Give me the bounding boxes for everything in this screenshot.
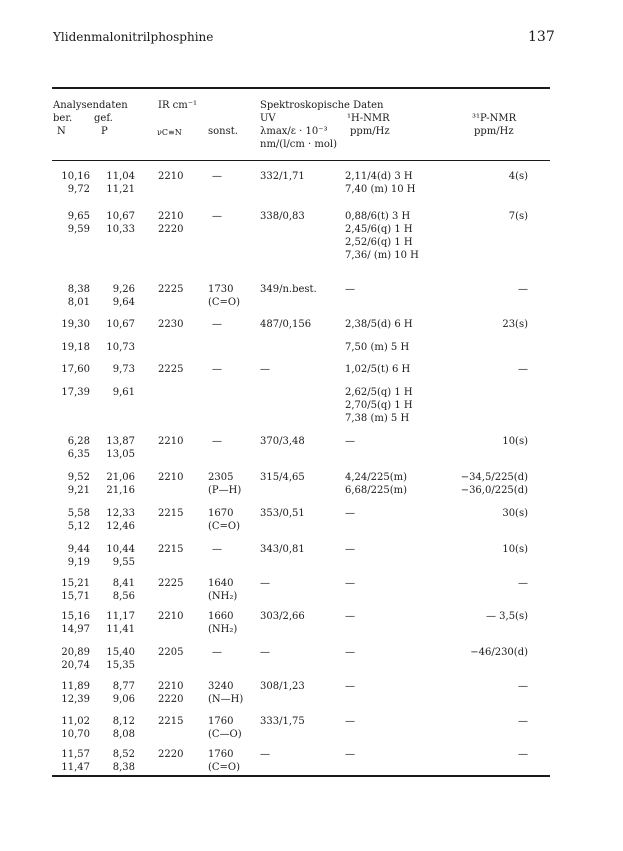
cell-p-nmr-line: — — [518, 284, 528, 295]
cell-p-found-line: 8,08 — [112, 729, 135, 740]
cell-ir-other — [212, 543, 252, 556]
cell-ir-other-line: 1640 — [208, 578, 234, 589]
cell-h-nmr — [345, 210, 445, 262]
cell-ir-other — [212, 170, 252, 183]
cell-n-calc-line: 11,02 — [61, 716, 90, 727]
cell-p-found — [95, 543, 135, 569]
cell-ir-other — [208, 715, 248, 741]
cell-h-nmr-line: — — [345, 508, 355, 519]
cell-p-nmr-line: — — [518, 578, 528, 589]
cell-p-found — [95, 363, 135, 376]
cell-uv — [260, 715, 340, 728]
cell-p-nmr-line: −36,0/225(d) — [460, 485, 528, 496]
cell-uv-line: 315/4,65 — [260, 472, 305, 483]
cell-ir-other-line: (NH₂) — [208, 624, 238, 635]
cell-n-calc — [50, 748, 90, 774]
cell-p-found-line: 8,12 — [112, 716, 135, 727]
cell-p-nmr-line: 30(s) — [502, 508, 528, 519]
cell-h-nmr — [345, 748, 445, 761]
cell-n-calc-line: 20,89 — [61, 647, 90, 658]
cell-h-nmr — [345, 318, 445, 331]
header-uv-unit-2: nm/(l/cm · mol) — [260, 139, 337, 150]
cell-p-found-line: 15,40 — [106, 647, 135, 658]
cell-ir-other — [212, 318, 252, 331]
cell-h-nmr — [345, 386, 445, 425]
cell-ir-other — [208, 283, 248, 309]
cell-ir-cn — [158, 543, 188, 556]
cell-uv — [260, 748, 340, 761]
header-p: P — [101, 126, 108, 137]
cell-uv — [260, 363, 340, 376]
cell-p-found — [95, 610, 135, 636]
cell-n-calc — [50, 363, 90, 376]
cell-ir-other-line: 1730 — [208, 284, 234, 295]
cell-ir-other-line: (C—O) — [208, 729, 242, 740]
cell-h-nmr-line: — — [345, 681, 355, 692]
cell-h-nmr-line: 1,02/5(t) 6 H — [345, 364, 411, 375]
cell-p-found — [95, 210, 135, 236]
cell-p-nmr-line: 7(s) — [508, 211, 528, 222]
header-p-nmr: ³¹P-NMR — [472, 113, 517, 124]
cell-uv-line: 353/0,51 — [260, 508, 305, 519]
cell-h-nmr-line: — — [345, 749, 355, 760]
cell-h-nmr — [345, 435, 445, 448]
cell-ir-other-line: (C=O) — [208, 762, 241, 773]
cell-ir-cn-line: 2210 — [158, 436, 184, 447]
cell-p-found-line: 9,06 — [112, 694, 135, 705]
cell-h-nmr-line: 7,50 (m) 5 H — [345, 342, 410, 353]
cell-ir-cn-line: 2210 — [158, 472, 184, 483]
cell-n-calc — [50, 283, 90, 309]
cell-ir-cn — [158, 283, 188, 296]
cell-p-nmr — [446, 471, 528, 497]
page-number: 137 — [528, 29, 555, 45]
cell-n-calc-line: 9,52 — [67, 472, 90, 483]
cell-p-found — [95, 341, 135, 354]
cell-ir-other-line: (P—H) — [208, 485, 242, 496]
cell-ir-cn-line: 2220 — [158, 694, 184, 705]
cell-ir-other-line: — — [212, 364, 222, 375]
cell-p-found-line: 12,46 — [106, 521, 135, 532]
cell-n-calc-line: 14,97 — [61, 624, 90, 635]
cell-ir-cn — [158, 610, 188, 623]
cell-ir-other-line: — — [212, 647, 222, 658]
cell-p-found-line: 13,87 — [106, 436, 135, 447]
cell-ir-cn-line: 2225 — [158, 364, 184, 375]
cell-n-calc-line: 15,71 — [61, 591, 90, 602]
cell-n-calc-line: 5,58 — [67, 508, 90, 519]
cell-uv-line: 487/0,156 — [260, 319, 312, 330]
cell-p-nmr — [446, 680, 528, 693]
cell-h-nmr-line: 7,40 (m) 10 H — [345, 184, 416, 195]
cell-p-found — [95, 646, 135, 672]
cell-h-nmr-line: 4,24/225(m) — [345, 472, 408, 483]
cell-ir-cn-line: 2220 — [158, 224, 184, 235]
cell-uv-line: 338/0,83 — [260, 211, 305, 222]
cell-ir-other — [208, 748, 248, 774]
cell-p-found-line: 11,41 — [106, 624, 135, 635]
cell-ir-other-line: — — [212, 171, 222, 182]
cell-p-nmr — [446, 715, 528, 728]
table-bottom-rule — [52, 775, 550, 777]
cell-p-found-line: 8,52 — [112, 749, 135, 760]
cell-h-nmr — [345, 341, 445, 354]
cell-ir-other-line: 2305 — [208, 472, 234, 483]
cell-p-nmr-line: −46/230(d) — [470, 647, 528, 658]
header-uv-unit: λmax/ε · 10⁻³ — [260, 126, 328, 137]
cell-p-nmr — [446, 210, 528, 223]
header-h-nmr: ¹H-NMR — [347, 113, 390, 124]
cell-uv — [260, 610, 340, 623]
cell-uv-line: — — [260, 578, 270, 589]
cell-p-found — [95, 318, 135, 331]
cell-uv — [260, 318, 340, 331]
cell-ir-other — [208, 471, 248, 497]
cell-n-calc-line: 20,74 — [61, 660, 90, 671]
cell-p-found — [95, 170, 135, 196]
cell-uv — [260, 680, 340, 693]
cell-uv — [260, 283, 340, 296]
cell-p-found-line: 9,73 — [112, 364, 135, 375]
cell-p-found-line: 10,67 — [106, 319, 135, 330]
header-n: N — [57, 126, 66, 137]
cell-h-nmr — [345, 715, 445, 728]
cell-h-nmr-line: — — [345, 544, 355, 555]
cell-p-nmr — [446, 543, 528, 556]
cell-ir-other — [208, 610, 248, 636]
cell-uv — [260, 471, 340, 484]
cell-ir-other-line: — — [212, 319, 222, 330]
cell-ir-cn — [158, 577, 188, 590]
cell-n-calc-line: 12,39 — [61, 694, 90, 705]
cell-uv — [260, 210, 340, 223]
cell-p-found-line: 10,44 — [106, 544, 135, 555]
cell-h-nmr-line: 2,62/5(q) 1 H — [345, 387, 413, 398]
cell-ir-cn-line: 2215 — [158, 544, 184, 555]
cell-uv-line: 370/3,48 — [260, 436, 305, 447]
cell-n-calc-line: 9,19 — [67, 557, 90, 568]
cell-ir-cn — [158, 318, 188, 331]
cell-h-nmr-line: 7,38 (m) 5 H — [345, 413, 410, 424]
cell-p-found-line: 8,41 — [112, 578, 135, 589]
cell-p-nmr-line: −34,5/225(d) — [460, 472, 528, 483]
cell-uv-line: — — [260, 647, 270, 658]
cell-ir-other-line: 1760 — [208, 716, 234, 727]
cell-n-calc-line: 10,70 — [61, 729, 90, 740]
cell-ir-cn-line: 2225 — [158, 578, 184, 589]
cell-h-nmr — [345, 170, 445, 196]
cell-n-calc — [50, 341, 90, 354]
cell-h-nmr-line: 2,11/4(d) 3 H — [345, 171, 413, 182]
cell-p-nmr-line: 10(s) — [502, 544, 528, 555]
cell-p-found-line: 9,55 — [112, 557, 135, 568]
cell-n-calc — [50, 435, 90, 461]
cell-p-nmr — [446, 610, 528, 623]
cell-uv-line: 343/0,81 — [260, 544, 305, 555]
cell-ir-other-line: — — [212, 211, 222, 222]
cell-n-calc-line: 17,39 — [61, 387, 90, 398]
cell-p-nmr-line: — — [518, 364, 528, 375]
cell-n-calc-line: 9,21 — [67, 485, 90, 496]
cell-p-found-line: 9,64 — [112, 297, 135, 308]
cell-h-nmr — [345, 283, 445, 296]
cell-n-calc-line: 15,21 — [61, 578, 90, 589]
cell-ir-cn — [158, 748, 188, 761]
cell-h-nmr — [345, 471, 445, 497]
cell-uv-line: — — [260, 749, 270, 760]
cell-ir-cn — [158, 170, 188, 183]
cell-p-found — [95, 386, 135, 399]
cell-ir-cn-line: 2210 — [158, 211, 184, 222]
cell-n-calc-line: 15,16 — [61, 611, 90, 622]
cell-p-nmr — [446, 435, 528, 448]
cell-h-nmr — [345, 680, 445, 693]
cell-h-nmr — [345, 507, 445, 520]
cell-ir-other-line: — — [212, 544, 222, 555]
cell-ir-other — [212, 210, 252, 223]
cell-n-calc-line: 8,01 — [67, 297, 90, 308]
cell-n-calc — [50, 386, 90, 399]
header-uv: UV — [260, 113, 276, 124]
cell-h-nmr-line: — — [345, 284, 355, 295]
cell-n-calc — [50, 471, 90, 497]
cell-p-found-line: 8,56 — [112, 591, 135, 602]
cell-p-found-line: 8,38 — [112, 762, 135, 773]
cell-p-nmr — [446, 283, 528, 296]
cell-n-calc — [50, 610, 90, 636]
cell-p-nmr — [446, 170, 528, 183]
cell-p-found-line: 11,17 — [106, 611, 135, 622]
cell-ir-other-line: 3240 — [208, 681, 234, 692]
cell-ir-other-line: (C=O) — [208, 297, 241, 308]
cell-ir-other-line: (NH₂) — [208, 591, 238, 602]
cell-p-found-line: 21,06 — [106, 472, 135, 483]
header-nu-cn: νC≡N — [157, 128, 182, 137]
cell-h-nmr-line: 7,36/ (m) 10 H — [345, 250, 419, 261]
header-h-nmr-unit: ppm/Hz — [350, 126, 390, 137]
cell-ir-cn — [158, 210, 188, 236]
cell-h-nmr-line: — — [345, 611, 355, 622]
cell-uv — [260, 435, 340, 448]
cell-n-calc-line: 17,60 — [61, 364, 90, 375]
cell-ir-other — [212, 646, 252, 659]
cell-ir-other-line: 1670 — [208, 508, 234, 519]
cell-uv-line: 332/1,71 — [260, 171, 305, 182]
cell-ir-other-line: — — [212, 436, 222, 447]
cell-p-found — [95, 680, 135, 706]
cell-h-nmr — [345, 610, 445, 623]
cell-ir-other — [208, 680, 248, 706]
cell-uv — [260, 170, 340, 183]
cell-h-nmr-line: 2,70/5(q) 1 H — [345, 400, 413, 411]
cell-uv — [260, 577, 340, 590]
cell-ir-cn — [158, 646, 188, 659]
cell-uv-line: 349/n.best. — [260, 284, 317, 295]
cell-n-calc — [50, 715, 90, 741]
cell-ir-cn — [158, 471, 188, 484]
header-p-nmr-unit: ppm/Hz — [474, 126, 514, 137]
cell-h-nmr-line: 0,88/6(t) 3 H — [345, 211, 411, 222]
cell-p-found-line: 21,16 — [106, 485, 135, 496]
cell-p-nmr — [446, 363, 528, 376]
cell-n-calc — [50, 318, 90, 331]
cell-p-found-line: 15,35 — [106, 660, 135, 671]
cell-p-found — [95, 748, 135, 774]
cell-p-nmr-line: — — [518, 749, 528, 760]
header-ber: ber. — [53, 113, 73, 124]
cell-ir-cn-line: 2210 — [158, 611, 184, 622]
cell-uv — [260, 507, 340, 520]
cell-n-calc — [50, 680, 90, 706]
cell-p-nmr-line: 4(s) — [508, 171, 528, 182]
cell-n-calc-line: 5,12 — [67, 521, 90, 532]
cell-ir-cn-line: 2205 — [158, 647, 184, 658]
cell-ir-other-line: 1760 — [208, 749, 234, 760]
cell-ir-other-line: 1660 — [208, 611, 234, 622]
cell-p-found — [95, 577, 135, 603]
cell-n-calc-line: 11,47 — [61, 762, 90, 773]
cell-p-found-line: 10,33 — [106, 224, 135, 235]
cell-p-found-line: 11,21 — [106, 184, 135, 195]
cell-h-nmr-line: 2,38/5(d) 6 H — [345, 319, 413, 330]
header-sonst: sonst. — [208, 126, 238, 137]
cell-n-calc — [50, 507, 90, 533]
cell-p-found — [95, 435, 135, 461]
cell-ir-other — [212, 363, 252, 376]
cell-p-found — [95, 507, 135, 533]
header-ir: IR cm⁻¹ — [158, 100, 198, 111]
cell-h-nmr — [345, 577, 445, 590]
cell-n-calc-line: 9,44 — [67, 544, 90, 555]
cell-n-calc-line: 19,18 — [61, 342, 90, 353]
cell-h-nmr-line: — — [345, 436, 355, 447]
header-analysendaten: Analysendaten — [53, 100, 128, 111]
cell-ir-cn-line: 2230 — [158, 319, 184, 330]
cell-uv-line: — — [260, 364, 270, 375]
table-header-rule — [52, 160, 550, 161]
cell-n-calc — [50, 210, 90, 236]
cell-h-nmr-line: — — [345, 647, 355, 658]
cell-p-nmr — [446, 577, 528, 590]
cell-h-nmr-line: 2,45/6(q) 1 H — [345, 224, 413, 235]
cell-p-nmr-line: 10(s) — [502, 436, 528, 447]
cell-p-nmr-line: — — [518, 716, 528, 727]
cell-p-found — [95, 283, 135, 309]
cell-h-nmr-line: — — [345, 716, 355, 727]
cell-uv — [260, 646, 340, 659]
cell-ir-cn-line: 2215 — [158, 508, 184, 519]
cell-p-nmr-line: — — [518, 681, 528, 692]
cell-ir-other — [212, 435, 252, 448]
cell-p-nmr — [446, 318, 528, 331]
cell-ir-cn — [158, 680, 188, 706]
cell-n-calc-line: 8,38 — [67, 284, 90, 295]
cell-h-nmr — [345, 543, 445, 556]
cell-ir-cn — [158, 435, 188, 448]
cell-n-calc — [50, 170, 90, 196]
cell-ir-other-line: (C=O) — [208, 521, 241, 532]
cell-h-nmr-line: 6,68/225(m) — [345, 485, 408, 496]
cell-p-nmr-line: — 3,5(s) — [485, 611, 528, 622]
cell-p-nmr — [446, 748, 528, 761]
cell-h-nmr-line: — — [345, 578, 355, 589]
cell-ir-cn — [158, 363, 188, 376]
cell-n-calc-line: 9,65 — [67, 211, 90, 222]
cell-ir-cn — [158, 715, 188, 728]
cell-ir-cn-line: 2215 — [158, 716, 184, 727]
cell-p-found-line: 9,26 — [112, 284, 135, 295]
cell-p-found — [95, 715, 135, 741]
cell-uv-line: 308/1,23 — [260, 681, 305, 692]
cell-n-calc — [50, 577, 90, 603]
cell-p-found-line: 10,67 — [106, 211, 135, 222]
cell-n-calc-line: 19,30 — [61, 319, 90, 330]
header-spektroskopische-daten: Spektroskopische Daten — [260, 100, 384, 111]
cell-uv — [260, 543, 340, 556]
cell-ir-cn-line: 2220 — [158, 749, 184, 760]
running-title: Ylidenmalonitrilphosphine — [53, 30, 214, 44]
cell-p-found-line: 11,04 — [106, 171, 135, 182]
cell-n-calc-line: 6,28 — [67, 436, 90, 447]
cell-p-found-line: 8,77 — [112, 681, 135, 692]
table-top-rule — [52, 87, 550, 89]
cell-ir-other — [208, 507, 248, 533]
cell-uv-line: 333/1,75 — [260, 716, 305, 727]
cell-n-calc-line: 9,72 — [67, 184, 90, 195]
cell-ir-cn-line: 2225 — [158, 284, 184, 295]
cell-n-calc-line: 10,16 — [61, 171, 90, 182]
header-gef: gef. — [94, 113, 113, 124]
cell-n-calc-line: 11,89 — [61, 681, 90, 692]
cell-ir-cn — [158, 507, 188, 520]
cell-h-nmr-line: 2,52/6(q) 1 H — [345, 237, 413, 248]
cell-uv-line: 303/2,66 — [260, 611, 305, 622]
cell-n-calc-line: 6,35 — [67, 449, 90, 460]
cell-p-found-line: 9,61 — [112, 387, 135, 398]
cell-n-calc — [50, 646, 90, 672]
cell-p-found-line: 12,33 — [106, 508, 135, 519]
cell-n-calc-line: 11,57 — [61, 749, 90, 760]
cell-ir-other-line: (N—H) — [208, 694, 244, 705]
cell-n-calc — [50, 543, 90, 569]
cell-h-nmr — [345, 646, 445, 659]
cell-ir-other — [208, 577, 248, 603]
cell-p-nmr — [446, 646, 528, 659]
cell-ir-cn-line: 2210 — [158, 681, 184, 692]
cell-p-found-line: 10,73 — [106, 342, 135, 353]
cell-ir-cn-line: 2210 — [158, 171, 184, 182]
cell-p-nmr-line: 23(s) — [502, 319, 528, 330]
cell-p-found — [95, 471, 135, 497]
cell-p-nmr — [446, 507, 528, 520]
cell-p-found-line: 13,05 — [106, 449, 135, 460]
cell-n-calc-line: 9,59 — [67, 224, 90, 235]
cell-h-nmr — [345, 363, 445, 376]
